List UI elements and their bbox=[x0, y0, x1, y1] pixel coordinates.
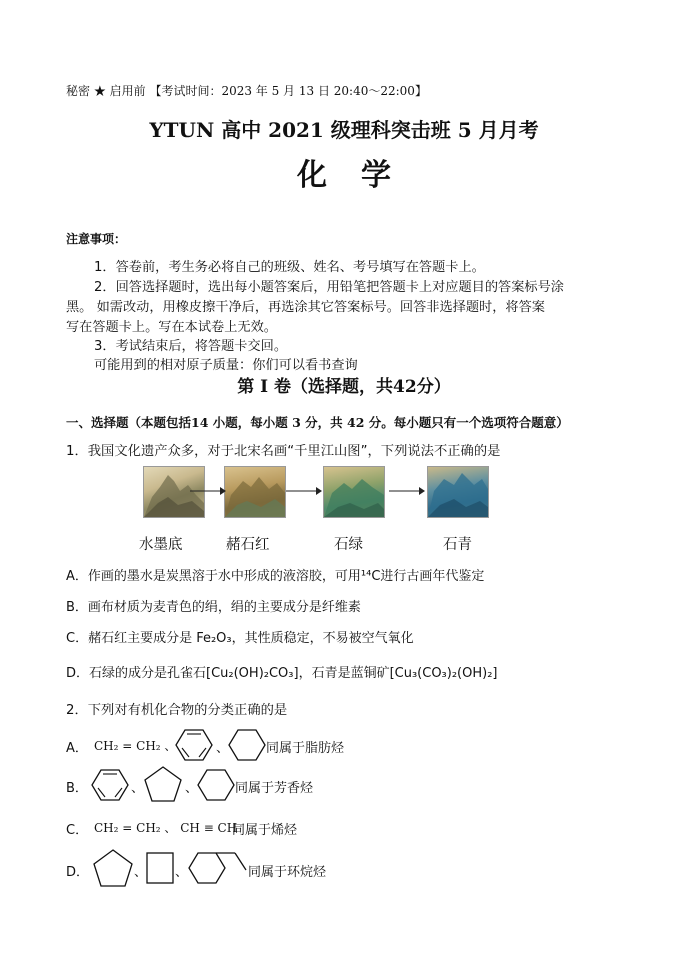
caption-azurite-blue: 石青 bbox=[443, 537, 472, 553]
q2-option-c-label: C． bbox=[66, 823, 89, 838]
q2-option-a-formula: CH₂ = CH₂ 、 bbox=[94, 739, 177, 753]
caption-malachite-green: 石绿 bbox=[334, 537, 363, 553]
notice-line-1: 1．答卷前，考生务必将自己的班级、姓名、考号填写在答题卡上。 bbox=[94, 260, 485, 275]
arrow-right-icon bbox=[190, 486, 226, 496]
caption-ink-base: 水墨底 bbox=[139, 537, 183, 553]
q2-option-d-label: D． bbox=[66, 865, 90, 880]
q2-option-b-label: B． bbox=[66, 781, 88, 796]
cyclohexane-ring-icon bbox=[198, 769, 234, 801]
section-title: 第 Ⅰ 卷（选择题，共42分） bbox=[237, 377, 451, 397]
painting-azurite-blue-image bbox=[427, 466, 489, 518]
q2-option-a-label: A． bbox=[66, 741, 88, 756]
q2-option-b-text: 同属于芳香烃 bbox=[235, 781, 314, 796]
separator: 、 bbox=[185, 781, 199, 796]
q1-option-a: A．作画的墨水是炭黑溶于水中形成的液溶胶，可用¹⁴C进行古画年代鉴定 bbox=[66, 569, 485, 584]
part-heading: 一、选择题（本题包括14 小题，每小题 3 分，共 42 分。每小题只有一个选项符合题意） bbox=[66, 415, 569, 430]
subject-title: 化学 bbox=[297, 158, 425, 193]
benzene-ring-icon bbox=[176, 729, 212, 761]
methylcyclohexane-ring-icon bbox=[189, 852, 247, 884]
cyclopentane-ring-icon bbox=[144, 766, 182, 802]
exam-title: YTUN 高中 2021 级理科突击班 5 月月考 bbox=[149, 118, 539, 142]
q2-option-c-formula: CH₂ = CH₂ 、 CH ≡ CH bbox=[94, 821, 238, 835]
caption-ochre-red: 赭石红 bbox=[226, 537, 270, 553]
q2-option-a-text: 同属于脂肪烃 bbox=[266, 741, 345, 756]
separator: 、 bbox=[175, 865, 189, 880]
notice-line-5: 3．考试结束后，将答题卡交回。 bbox=[94, 339, 288, 354]
cyclopentane-ring-icon bbox=[93, 849, 133, 887]
q1-option-c: C．赭石红主要成分是 Fe₂O₃，其性质稳定，不易被空气氧化 bbox=[66, 631, 414, 646]
q2-option-c-text: 同属于烯烃 bbox=[232, 823, 298, 838]
separator: 、 bbox=[131, 781, 145, 796]
arrow-right-icon bbox=[389, 486, 425, 496]
separator: 、 bbox=[216, 741, 230, 756]
q1-option-b: B．画布材质为麦青色的绢，绢的主要成分是纤维素 bbox=[66, 600, 361, 615]
painting-ochre-red-image bbox=[224, 466, 286, 518]
notice-line-3: 黑。 如需改动，用橡皮擦干净后，再选涂其它答案标号。回答非选择题时，将答案 bbox=[66, 300, 545, 315]
notice-line-4: 写在答题卡上。写在本试卷上无效。 bbox=[66, 320, 277, 335]
notice-heading: 注意事项： bbox=[66, 232, 127, 246]
q1-option-d: D．石绿的成分是孔雀石[Cu₂(OH)₂CO₃]，石青是蓝铜矿[Cu₃(CO₃)₂(OH)₂] bbox=[66, 666, 498, 681]
benzene-ring-icon bbox=[92, 769, 128, 801]
q1-stem: 1．我国文化遗产众多，对于北宋名画“千里江山图”，下列说法不正确的是 bbox=[66, 444, 501, 459]
notice-line-2: 2．回答选择题时，选出每小题答案后，用铅笔把答题卡上对应题目的答案标号涂 bbox=[94, 280, 564, 295]
separator: 、 bbox=[134, 865, 148, 880]
cyclohexane-ring-icon bbox=[229, 729, 265, 761]
q2-stem: 2．下列对有机化合物的分类正确的是 bbox=[66, 703, 288, 718]
notice-line-6: 可能用到的相对原子质量：你们可以看书查询 bbox=[94, 358, 358, 373]
q2-option-d-text: 同属于环烷烃 bbox=[248, 865, 327, 880]
painting-malachite-green-image bbox=[323, 466, 385, 518]
cyclobutane-ring-icon bbox=[146, 852, 174, 884]
exam-info: 秘密 ★ 启用前 【考试时间：2023 年 5 月 13 日 20:40～22:00】 bbox=[66, 84, 427, 98]
arrow-right-icon bbox=[286, 486, 322, 496]
